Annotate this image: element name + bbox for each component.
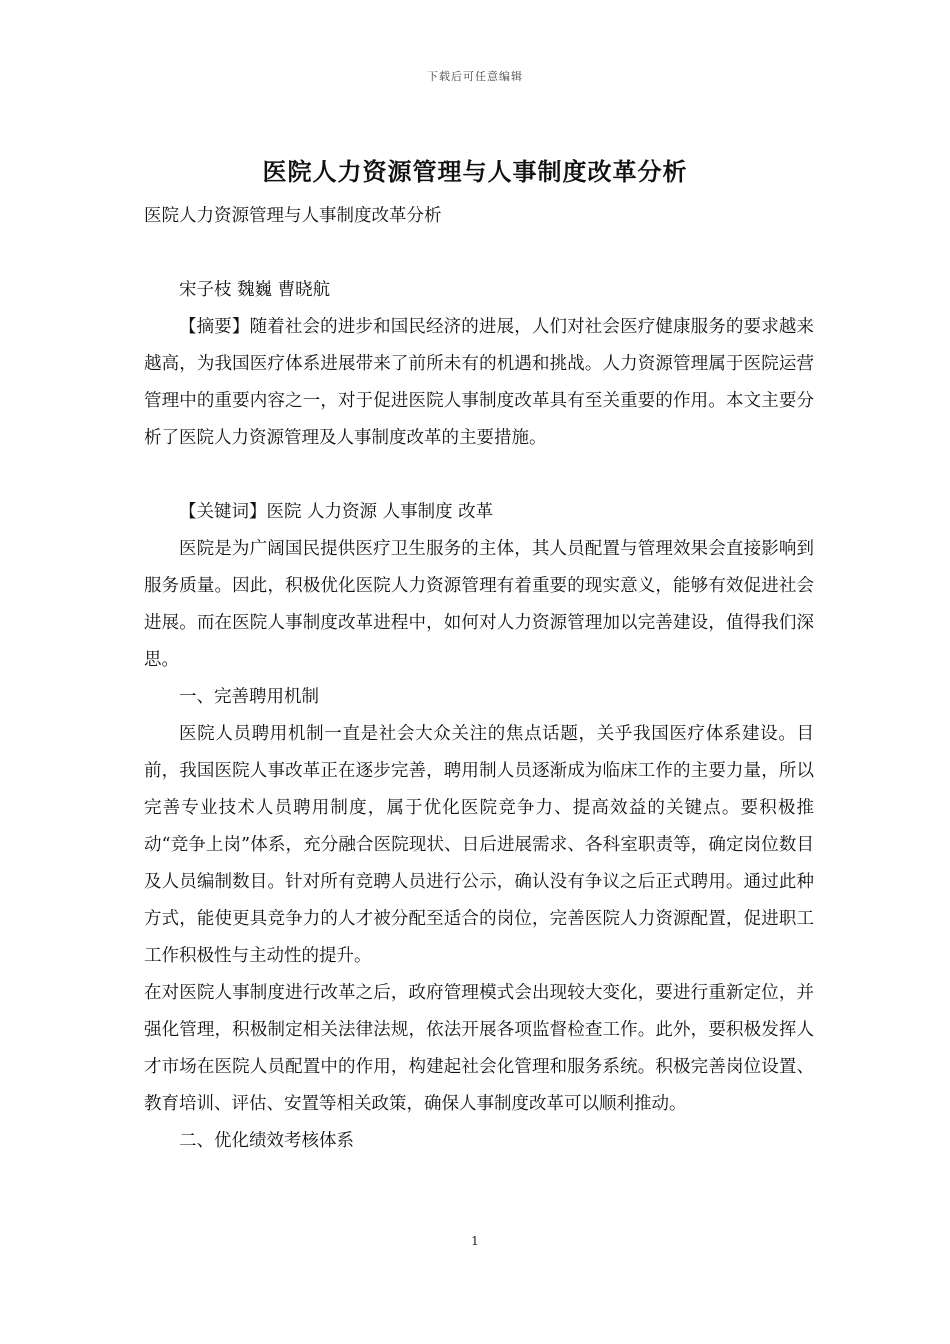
keywords-line: 【关键词】医院 人力资源 人事制度 改革 [179,502,494,522]
header-note: 下载后可任意编辑 [427,70,523,83]
page-number: 1 [471,1234,479,1248]
abstract-paragraph: 【摘要】随着社会的进步和国民经济的进展，人们对社会医疗健康服务的要求越来越高，为我国医疗体系进展带来了前所未有的机遇和挑战。人力资源管理属于医院运营管理中的重要内容之一，对于促进医院人事制度改革具有至关重要的作用。本文主要分析了医院人力资源管理及人事制度改革的主要措施。 [144,317,814,448]
document-title: 医院人力资源管理与人事制度改革分析 [262,157,688,186]
section-1-heading: 一、完善聘用机制 [179,687,319,707]
document-subtitle: 医院人力资源管理与人事制度改革分析 [144,206,442,226]
intro-paragraph: 医院是为广阔国民提供医疗卫生服务的主体，其人员配置与管理效果会直接影响到服务质量。因此，积极优化医院人力资源管理有着重要的现实意义，能够有效促进社会进展。而在医院人事制度改革进程中，如何对人力资源管理加以完善建设，值得我们深思。 [144,539,814,670]
section-2-heading: 二、优化绩效考核体系 [179,1131,354,1151]
section-1-paragraph-2: 在对医院人事制度进行改革之后，政府管理模式会出现较大变化，要进行重新定位，并强化管理，积极制定相关法律法规，依法开展各项监督检查工作。此外，要积极发挥人才市场在医院人员配置中的作用，构建起社会化管理和服务系统。积极完善岗位设置、教育培训、评估、安置等相关政策，确保人事制度改革可以顺利推动。 [144,983,814,1114]
document-body [144,198,814,1160]
section-1-paragraph-1: 医院人员聘用机制一直是社会大众关注的焦点话题，关乎我国医疗体系建设。目前，我国医院人事改革正在逐步完善，聘用制人员逐渐成为临床工作的主要力量，所以完善专业技术人员聘用制度，属于优化医院竞争力、提高效益的关键点。要积极推动“竞争上岗”体系，充分融合医院现状、日后进展需求、各科室职责等，确定岗位数目及人员编制数目。针对所有竞聘人员进行公示，确认没有争议之后正式聘用。通过此种方式，能使更具竞争力的人才被分配至适合的岗位，完善医院人力资源配置，促进职工工作积极性与主动性的提升。 [144,724,814,966]
authors-line: 宋子枝 魏巍 曹晓航 [179,280,331,300]
